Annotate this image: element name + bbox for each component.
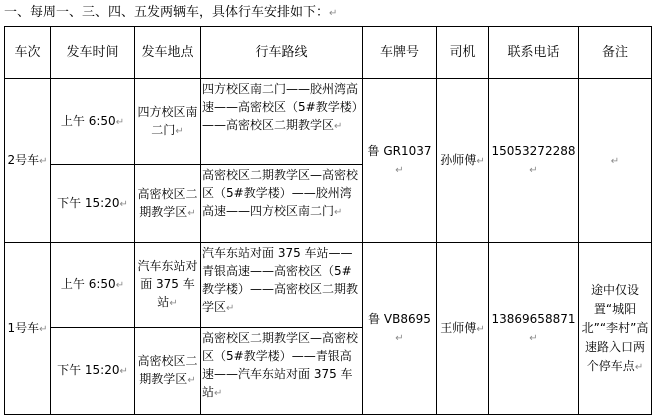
driver-cell: 孙师傅↵	[437, 79, 489, 243]
route-cell: 汽车东站对面 375 车站——青银高速——高密校区（5#教学楼）——高密校区二期教学区↵	[201, 243, 363, 328]
departure-time-cell: 下午 15:20↵	[51, 165, 135, 243]
header-vehicle-no: 车次	[5, 27, 51, 79]
departure-time-cell: 下午 15:20↵	[51, 328, 135, 415]
phone-cell: 13869658871↵	[489, 243, 579, 415]
route-cell: 四方校区南二门——胶州湾高速——高密校区（5#教学楼）——高密校区二期教学区↵	[201, 79, 363, 165]
departure-place-cell: 汽车东站对面 375 车站↵	[135, 243, 201, 328]
route-cell: 高密校区二期教学区—高密校区（5#教学楼）——胶州湾高速——四方校区南二门↵	[201, 165, 363, 243]
note-cell: ↵	[579, 79, 652, 243]
plate-cell: 鲁 VB8695↵	[363, 243, 437, 415]
departure-time-cell: 上午 6:50↵	[51, 79, 135, 165]
vehicle-no-cell: 2号车↵	[5, 79, 51, 243]
header-route: 行车路线	[201, 27, 363, 79]
vehicle-no-cell: 1号车↵	[5, 243, 51, 415]
header-phone: 联系电话	[489, 27, 579, 79]
header-departure-place: 发车地点	[135, 27, 201, 79]
departure-place-cell: 高密校区二期教学区↵	[135, 165, 201, 243]
table-header-row	[5, 27, 652, 79]
route-cell: 高密校区二期教学区—高密校区（5#教学楼）——青银高速——汽车东站对面 375 车站↵	[201, 328, 363, 415]
schedule-table	[4, 26, 652, 415]
plate-cell: 鲁 GR1037↵	[363, 79, 437, 243]
departure-place-cell: 四方校区南二门↵	[135, 79, 201, 165]
departure-time-cell: 上午 6:50↵	[51, 243, 135, 328]
note-cell: 途中仅设置“城阳北”“李村”高速路入口两个停车点↵	[579, 243, 652, 415]
table-row	[5, 79, 652, 165]
header-driver: 司机	[437, 27, 489, 79]
schedule-heading	[4, 4, 649, 22]
header-departure-time: 发车时间	[51, 27, 135, 79]
table-row	[5, 243, 652, 328]
header-plate: 车牌号	[363, 27, 437, 79]
paragraph-mark: ↵	[329, 8, 338, 19]
header-note: 备注	[579, 27, 652, 79]
phone-cell: 15053272288↵	[489, 79, 579, 243]
driver-cell: 王师傅↵	[437, 243, 489, 415]
departure-place-cell: 高密校区二期教学区↵	[135, 328, 201, 415]
heading-text: 一、每周一、三、四、五发两辆车，具体行车安排如下：	[4, 5, 330, 20]
